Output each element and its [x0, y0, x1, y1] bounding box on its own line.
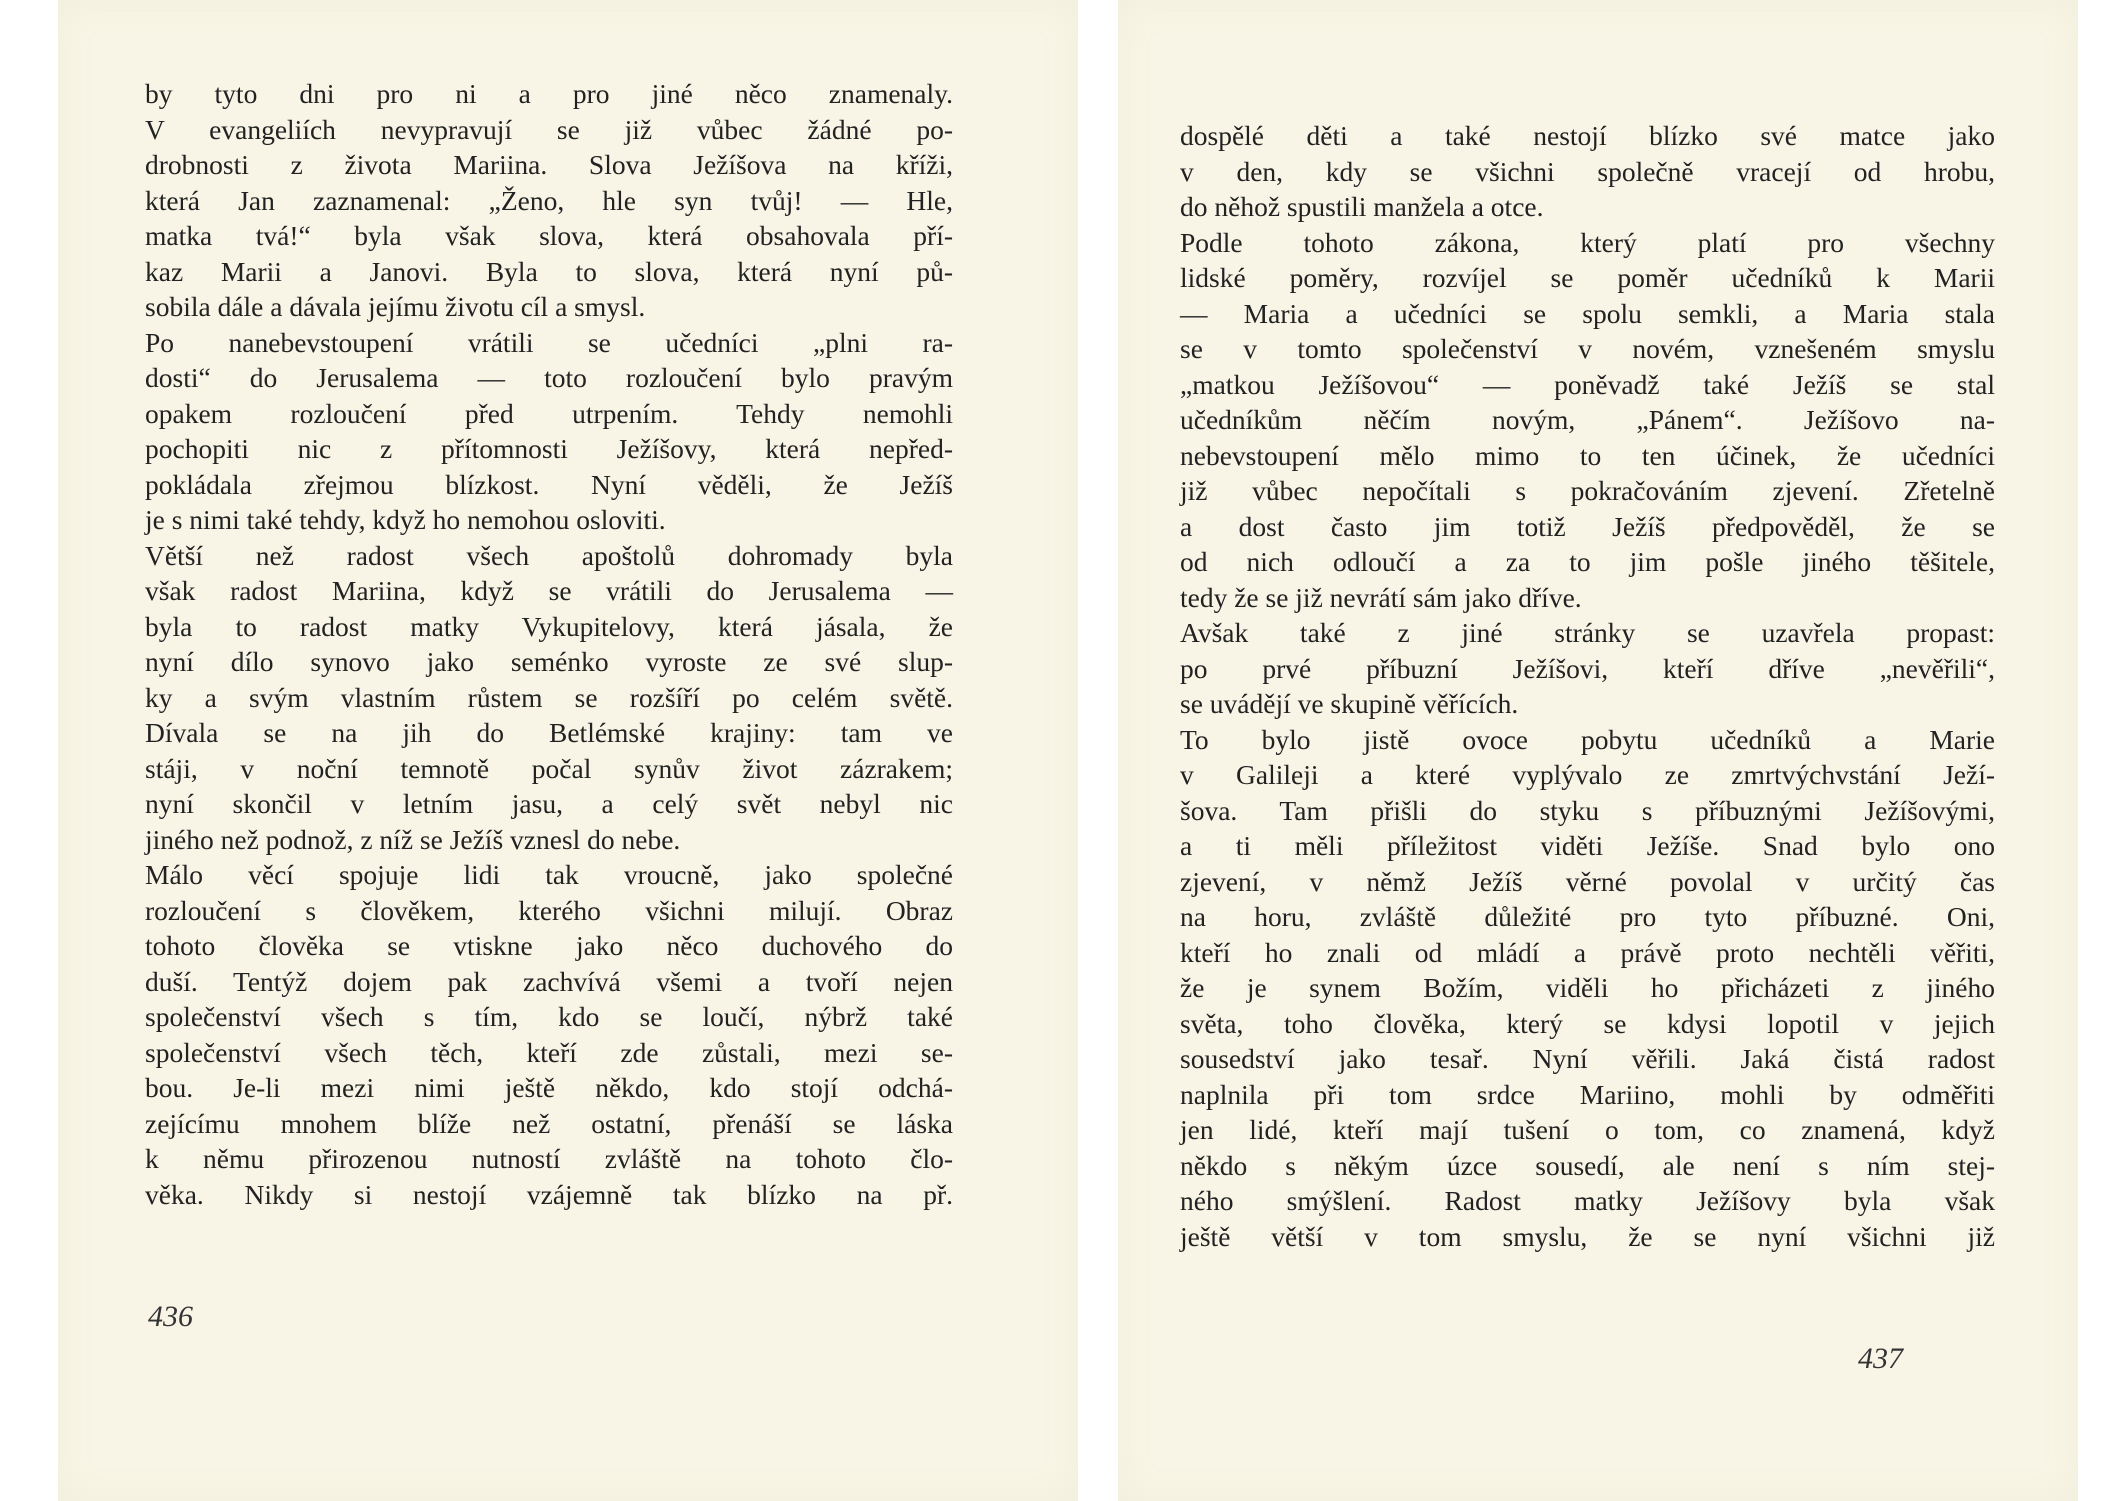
text-line: se uvádějí ve skupině věřících.: [1180, 688, 1519, 719]
text-line: učedníkům něčím novým, „Pánem“. Ježíšovo na-: [1180, 404, 1995, 435]
text-line: pochopiti nic z přítomnosti Ježíšovy, která nepřed-: [145, 433, 953, 464]
text-line: však radost Mariina, když se vrátili do Jerusalema —: [145, 575, 953, 606]
text-line: by tyto dni pro ni a pro jiné něco znamenaly.: [145, 78, 953, 109]
text-line: Dívala se na jih do Betlémské krajiny: tam ve: [145, 717, 953, 748]
text-line: kteří ho znali od mládí a právě proto nechtěli věřiti,: [1180, 936, 1995, 968]
text-line: stáji, v noční temnotě počal synův život zázrakem;: [145, 752, 953, 784]
text-line: Větší než radost všech apoštolů dohromady byla: [145, 539, 953, 571]
text-line: nyní skončil v letním jasu, a celý svět nebyl nic: [145, 788, 953, 819]
text-line: tedy že se již nevrátí sám jako dříve.: [1180, 581, 1582, 613]
text-line: jen lidé, kteří mají tušení o tom, co znamená, když: [1180, 1114, 1995, 1145]
text-line: opakem rozloučení před utrpením. Tehdy nemohli: [145, 397, 953, 429]
text-line: nebevstoupení mělo mimo to ten účinek, že učedníci: [1180, 439, 1995, 471]
text-line: „matkou Ježíšovou“ — poněvadž také Ježíš se stal: [1180, 368, 1995, 400]
text-line: společenství všech těch, kteří zde zůstali, mezi se-: [145, 1036, 953, 1068]
text-line: Po nanebevstoupení vrátili se učedníci „plni ra-: [145, 326, 953, 358]
text-line: po prvé příbuzní Ježíšovi, kteří dříve „nevěřili“,: [1180, 652, 1995, 684]
text-line: společenství všech s tím, kdo se loučí, nýbrž také: [145, 1001, 953, 1032]
text-line: ještě větší v tom smyslu, že se nyní všichni již: [1180, 1220, 1995, 1252]
text-line: ky a svým vlastním růstem se rozšíří po celém světě.: [145, 681, 953, 713]
text-line: jiného než podnož, z níž se Ježíš vznesl do nebe.: [145, 823, 681, 855]
text-line: To bylo jistě ovoce pobytu učedníků a Marie: [1180, 723, 1995, 755]
left-page-text: [145, 76, 953, 1212]
text-line: na horu, zvláště důležité pro tyto příbuzné. Oni,: [1180, 901, 1995, 932]
text-line: nyní dílo synovo jako seménko vyroste ze své slup-: [145, 646, 953, 677]
right-page-number: 437: [1858, 1342, 1903, 1375]
text-line: která Jan zaznamenal: „Ženo, hle syn tvůj! — Hle,: [145, 184, 953, 216]
text-line: tohoto člověka se vtiskne jako něco duchového do: [145, 930, 953, 961]
text-line: dospělé děti a také nestojí blízko své matce jako: [1180, 120, 1995, 151]
text-line: ného smýšlení. Radost matky Ježíšovy byla však: [1180, 1185, 1995, 1216]
text-line: v den, kdy se všichni společně vracejí od hrobu,: [1180, 155, 1995, 187]
text-line: kaz Marii a Janovi. Byla to slova, která nyní pů-: [145, 255, 953, 287]
text-line: lidské poměry, rozvíjel se poměr učedníků k Marii: [1180, 262, 1995, 293]
text-line: zejícímu mnohem blíže než ostatní, přenáší se láska: [145, 1107, 953, 1139]
text-line: bou. Je-li mezi nimi ještě někdo, kdo stojí odchá-: [145, 1072, 953, 1103]
text-line: v Galileji a které vyplývalo ze zmrtvýchvstání Ježí-: [1180, 759, 1995, 790]
text-line: drobnosti z života Mariina. Slova Ježíšova na kříži,: [145, 149, 953, 180]
text-line: dosti“ do Jerusalema — toto rozloučení bylo pravým: [145, 362, 953, 393]
text-line: Podle tohoto zákona, který platí pro všechny: [1180, 226, 1995, 258]
text-line: V evangeliích nevypravují se již vůbec žádné po-: [145, 113, 953, 145]
text-line: světa, toho člověka, který se kdysi lopotil v jejich: [1180, 1007, 1995, 1039]
text-line: k němu přirozenou nutností zvláště na tohoto člo-: [145, 1143, 953, 1174]
text-line: — Maria a učedníci se spolu semkli, a Maria stala: [1180, 297, 1995, 329]
text-line: zjevení, v němž Ježíš věrné povolal v určitý čas: [1180, 865, 1995, 897]
text-line: věka. Nikdy si nestojí vzájemně tak blízko na př.: [145, 1178, 953, 1210]
text-line: se v tomto společenství v novém, vznešeném smyslu: [1180, 333, 1995, 364]
text-line: a ti měli příležitost viděti Ježíše. Snad bylo ono: [1180, 830, 1995, 861]
text-line: od nich odloučí a za to jim pošle jiného těšitele,: [1180, 546, 1995, 577]
text-line: Avšak také z jiné stránky se uzavřela propast:: [1180, 617, 1995, 648]
text-line: někdo s někým úzce sousedí, ale není s ním stej-: [1180, 1149, 1995, 1181]
text-line: pokládala zřejmou blízkost. Nyní věděli, že Ježíš: [145, 468, 953, 500]
text-line: již vůbec nepočítali s pokračováním zjevení. Zřetelně: [1180, 475, 1995, 506]
text-line: naplnila při tom srdce Mariino, mohli by odměřiti: [1180, 1078, 1995, 1110]
text-line: sousedství jako tesař. Nyní věřili. Jaká čistá radost: [1180, 1043, 1995, 1074]
text-line: rozloučení s člověkem, kterého všichni milují. Obraz: [145, 894, 953, 926]
book-gutter: [1078, 0, 1118, 1501]
text-line: a dost často jim totiž Ježíš předpověděl, že se: [1180, 510, 1995, 542]
text-line: byla to radost matky Vykupitelovy, která jásala, že: [145, 610, 953, 642]
text-line: že je synem Božím, viděli ho přicházeti z jiného: [1180, 972, 1995, 1003]
text-line: sobila dále a dávala jejímu životu cíl a smysl.: [145, 291, 646, 322]
text-line: duší. Tentýž dojem pak zachvívá všemi a tvoří nejen: [145, 965, 953, 997]
text-line: matka tvá!“ byla však slova, která obsahovala pří-: [145, 220, 953, 251]
text-line: do něhož spustili manžela a otce.: [1180, 191, 1544, 222]
text-line: Málo věcí spojuje lidi tak vroucně, jako společné: [145, 859, 953, 890]
text-line: šova. Tam přišli do styku s příbuznými Ježíšovými,: [1180, 794, 1995, 826]
left-page-number: 436: [148, 1300, 193, 1333]
right-page-text: [1180, 118, 1995, 1254]
text-line: je s nimi také tehdy, když ho nemohou osloviti.: [145, 504, 666, 535]
